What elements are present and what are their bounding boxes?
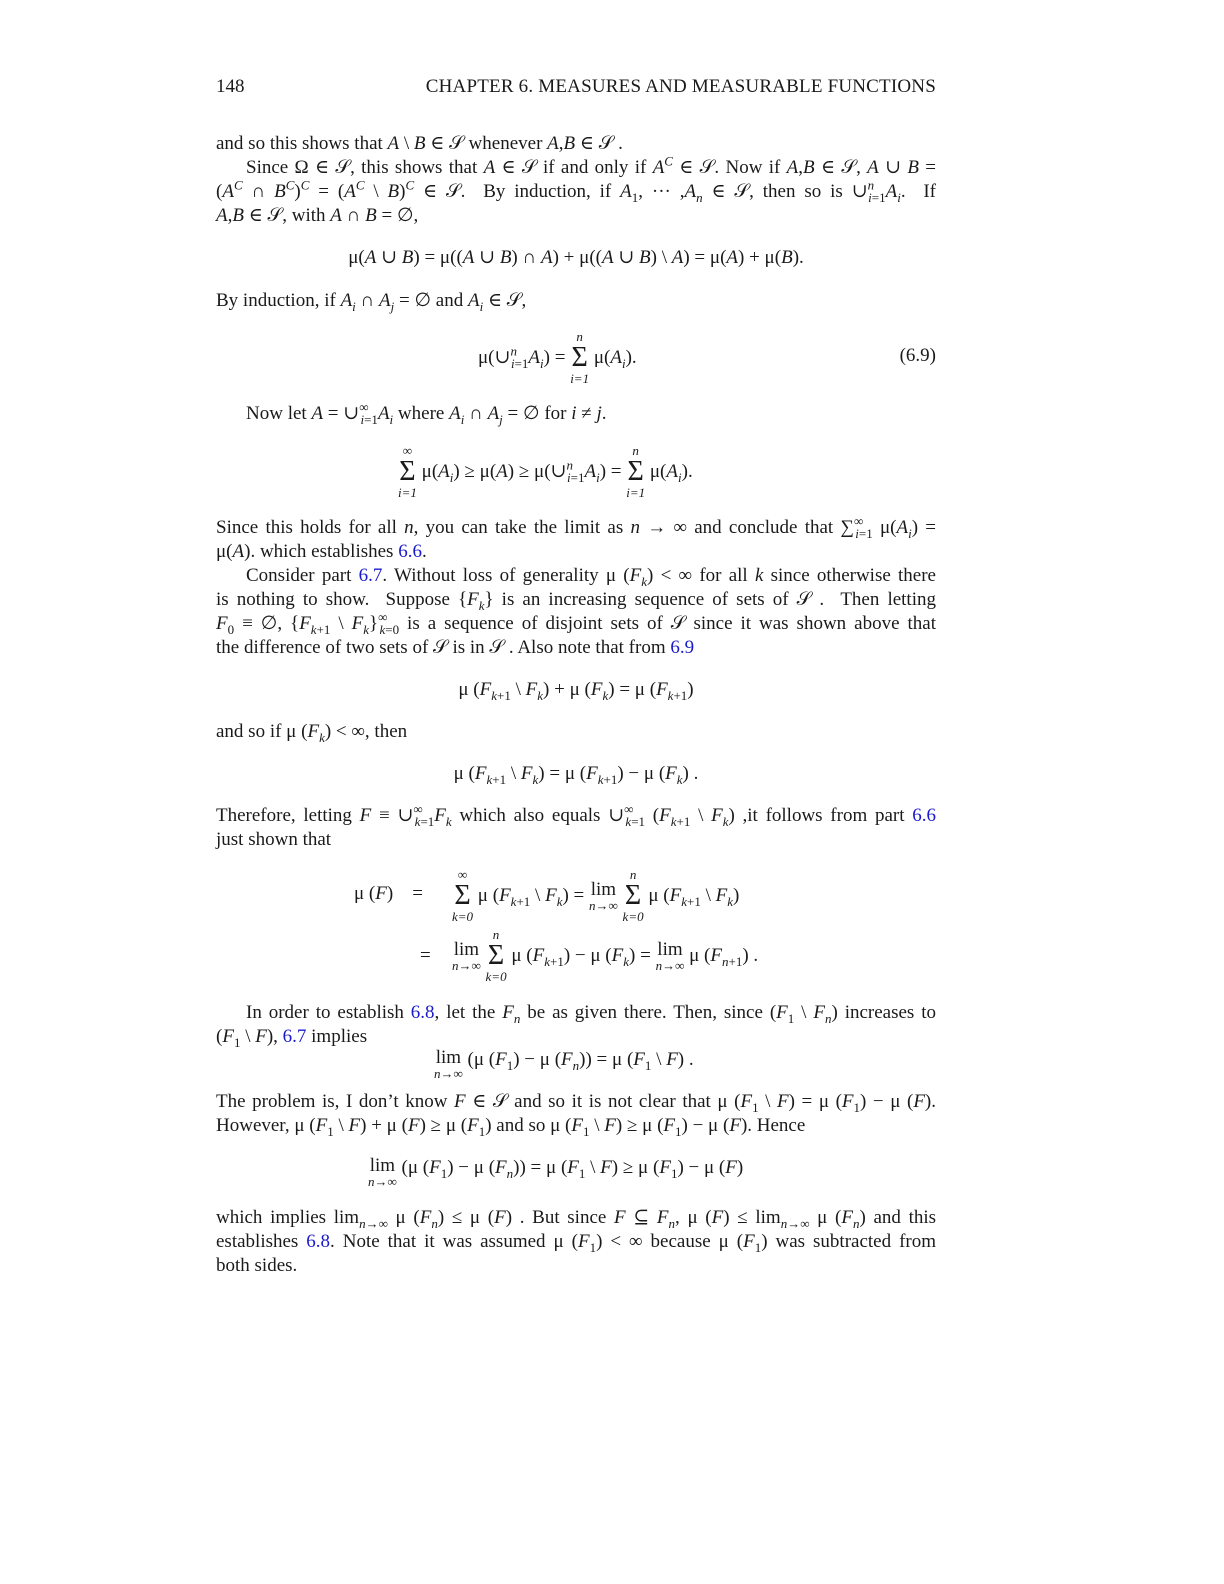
page-number: 148 — [216, 76, 245, 97]
ref-link[interactable]: 6.6 — [912, 805, 937, 826]
text-line: the difference of two sets of 𝒮 is in 𝒮 . Also note that from 6.9 — [216, 637, 695, 658]
display-equation: μ ($F_{k+1}$ \ $F_k) + \mu$ $(F_k) = \mu$ $(F_{k+1})$ — [458, 679, 694, 703]
text-line: Therefore, letting $F \equiv \cup^\infty_{k=1}F_k$ which also equals $\cup^\infty_{k=1}$ ($F_{k+1}$ \ $F_k$) ,it follows from part 6.6 — [216, 801, 937, 829]
text-line: is nothing to show. Suppose $\{F_k\}$ is an increasing sequence of sets of 𝒮 . Then letting — [216, 589, 936, 613]
equation-number: (6.9) — [899, 345, 936, 366]
running-header — [216, 76, 936, 102]
text-line: A,B ∈ 𝒮, with A ∩ B = ∅, — [216, 205, 419, 226]
ref-link[interactable]: 6.9 — [670, 637, 695, 658]
text-line: establishes 6.8. Note that it was assumed μ $(F_1)$ < ∞ because μ $(F_1)$ was subtracted from — [216, 1231, 936, 1255]
chapter-title: CHAPTER 6. MEASURES AND MEASURABLE FUNCTIONS — [425, 76, 936, 97]
ref-link[interactable]: 6.6 — [398, 541, 422, 562]
ref-link[interactable]: 6.7 — [282, 1026, 307, 1047]
display-equation-aligned: μ (F) = ∞ Σ k=0 μ ($F_{k+1}$ \ $F_k) = \lim$ n→∞ n Σ k=0 μ ($F_{k+1}$ \ $F_k$) = lim n→∞ n Σ k=0 μ $(F_{k+1}) - \mu$ $(F_k) = \lim$ n→∞ μ $(F_{n+1})$ . — [354, 867, 759, 984]
text-line: just shown that — [216, 829, 332, 850]
ref-link[interactable]: 6.8 — [306, 1231, 331, 1252]
text-line: Since this holds for all n, you can take the limit as n → ∞ and conclude that $\sum^\infty_{i=1}$ $\mu(A_i)$ = — [216, 513, 937, 541]
display-equation: μ ($F_{k+1}$ \ $F_k) = \mu$ $(F_{k+1}) - \mu$ $(F_k)$ . — [453, 763, 699, 787]
display-equation: μ(A ∪ B) = μ((A ∪ B) ∩ A) + μ((A ∪ B) \ A) = μ(A) + μ(B). — [348, 247, 804, 268]
text-line: The problem is, I don’t know F ∈ 𝒮 and so it is not clear that μ ($F_1$ \ F) = μ $(F_1) - \mu$ (F). — [216, 1091, 936, 1115]
text-line: μ(A). which establishes 6.6. — [216, 541, 427, 562]
text-line: and so this shows that A \ B ∈ 𝒮 whenever A,B ∈ 𝒮 . — [216, 133, 623, 154]
display-equation-6-9: $\mu(\cup^n_{i=1}A_i)$ = n Σ i=1 $\mu(A_i)$. (6.9) — [478, 329, 936, 386]
text-line: Since Ω ∈ 𝒮, this shows that A ∈ 𝒮 if and only if $A^C$ ∈ 𝒮. Now if A,B ∈ 𝒮, A ∪ B = — [246, 153, 936, 178]
text-line: However, μ ($F_1$ \ F) + μ (F) ≥ μ $(F_1)$ and so μ ($F_1$ \ F) ≥ μ $(F_1) - \mu$ (F). Hence — [216, 1115, 806, 1139]
text-line: Now let $A = \cup^\infty_{i=1}A_i$ where $A_i$ ∩ $A_j$ = ∅ for i ≠ j. — [246, 399, 607, 427]
display-equation: ∞ Σ i=1 $\mu(A_i) \ge \mu(A)$ ≥ $\mu(\cup^n_{i=1}A_i)$ = n Σ i=1 $\mu(A_i)$. — [398, 443, 693, 500]
text-line: By induction, if $A_i$ ∩ $A_j$ = ∅ and $A_i$ ∈ 𝒮, — [216, 290, 527, 314]
text-line: Consider part 6.7. Without loss of generality μ $(F_k)$ < ∞ for all k since otherwise there — [246, 565, 936, 589]
display-equation: lim n→∞ (μ $(F_1) - \mu$ $(F_n)) = \mu$ ($F_1$ \ F) . — [434, 1047, 694, 1081]
text-line: ($A^C$ ∩ $B^C)^C = (A^C$ \ B)$^C$ ∈ 𝒮. By induction, if $A_1$, ··· $,A_n$ ∈ 𝒮, then so is $\cup^n_{i=1}A_i$. If — [216, 177, 936, 205]
ref-link[interactable]: 6.8 — [410, 1002, 435, 1023]
ref-link[interactable]: 6.7 — [358, 565, 383, 586]
text-line: both sides. — [216, 1255, 298, 1276]
text-line: $F_0$ ≡ ∅, {$F_{k+1}$ \ $F_k\}^\infty_{k=0}$ is a sequence of disjoint sets of 𝒮 since it was shown above that — [216, 609, 936, 637]
text-line: ($F_1$ \ F), 6.7 implies — [216, 1026, 368, 1050]
text-line: In order to establish 6.8, let the $F_n$ be as given there. Then, since ($F_1$ \ $F_n$) increases to — [246, 1002, 937, 1026]
text-line: and so if μ $(F_k)$ < ∞, then — [216, 721, 408, 745]
display-equation: lim n→∞ (μ $(F_1) - \mu$ $(F_n)) = \mu$ ($F_1$ \ F) ≥ μ $(F_1) - \mu$ (F) — [368, 1155, 744, 1189]
text-line: which implies $\lim_{n\to\infty} \mu$ $(F_n) \le \mu$ (F) . But since F ⊆ $F_n$, μ $(F) \le \lim_{n\to\infty} \mu$ $(F_n)$ and this — [216, 1207, 937, 1231]
